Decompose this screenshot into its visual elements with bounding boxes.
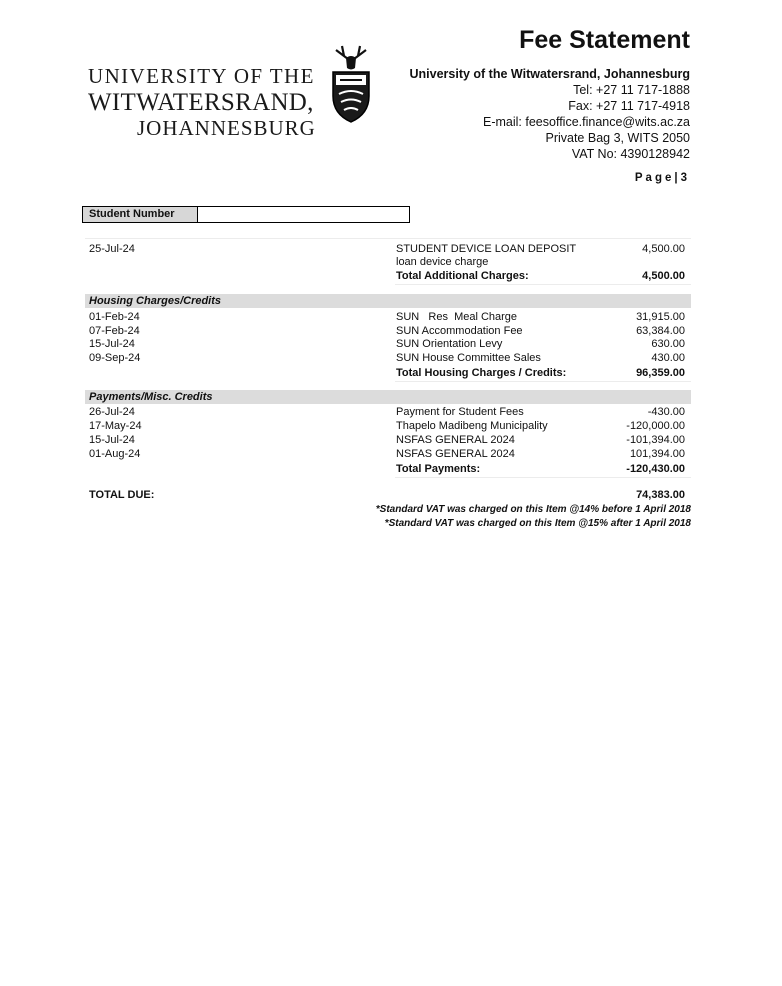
organisation-contact-block: [410, 66, 691, 162]
total-row: [85, 366, 691, 380]
row-date: 17-May-24: [89, 420, 142, 432]
total-label: Total Payments:: [396, 463, 481, 475]
university-crest-icon: [328, 44, 374, 124]
student-number-label: Student Number: [83, 207, 198, 222]
total-row: [85, 269, 691, 283]
row-amount: -430.00: [647, 406, 685, 418]
row-description: NSFAS GENERAL 2024: [396, 434, 515, 446]
row-amount: 63,384.00: [636, 325, 685, 337]
statement-row: [85, 405, 691, 419]
total-amount: 96,359.00: [636, 367, 685, 379]
row-description: SUN Orientation Levy: [396, 338, 503, 350]
statement-row: [85, 447, 691, 461]
statement-row: [85, 419, 691, 433]
row-amount: 630.00: [651, 338, 685, 350]
row-description: Payment for Student Fees: [396, 406, 524, 418]
document-title: Fee Statement: [519, 26, 690, 54]
postal-address: Private Bag 3, WITS 2050: [545, 131, 690, 145]
row-subdescription: loan device charge: [396, 256, 489, 268]
row-date: 15-Jul-24: [89, 338, 135, 350]
statement-row: [85, 310, 691, 324]
total-amount: -120,430.00: [626, 463, 685, 475]
total-amount: 4,500.00: [642, 270, 685, 282]
logo-line-2: WITWATERSRAND,: [88, 89, 314, 116]
row-amount: 31,915.00: [636, 311, 685, 323]
logo-line-3: JOHANNESBURG: [137, 116, 316, 140]
row-description: NSFAS GENERAL 2024: [396, 448, 515, 460]
section-payments-header: Payments/Misc. Credits: [85, 390, 691, 404]
row-description: SUN Accommodation Fee: [396, 325, 523, 337]
row-amount: -101,394.00: [626, 434, 685, 446]
total-due-amount: 74,383.00: [636, 489, 685, 501]
row-date: 07-Feb-24: [89, 325, 140, 337]
row-date: 15-Jul-24: [89, 434, 135, 446]
row-date: 01-Feb-24: [89, 311, 140, 323]
organisation-name: University of the Witwatersrand, Johannesburg: [409, 67, 690, 81]
total-label: Total Additional Charges:: [396, 270, 529, 282]
row-description: SUN Res Meal Charge: [396, 311, 518, 323]
row-amount: -120,000.00: [626, 420, 685, 432]
statement-row: [85, 433, 691, 447]
row-amount: 430.00: [651, 352, 685, 364]
row-date: 25-Jul-24: [89, 243, 135, 255]
row-date: 01-Aug-24: [89, 448, 141, 460]
student-number-value: [198, 207, 409, 222]
fax: Fax: +27 11 717-4918: [568, 99, 690, 113]
row-description: SUN House Committee Sales: [396, 352, 541, 364]
total-due-row: [85, 488, 691, 502]
vat-number: VAT No: 4390128942: [571, 147, 690, 161]
row-description: STUDENT DEVICE LOAN DEPOSIT: [396, 243, 577, 255]
row-amount: 101,394.00: [629, 448, 685, 460]
vat-note: *Standard VAT was charged on this Item @14% before 1 April 2018: [375, 504, 691, 515]
row-amount: 4,500.00: [642, 243, 685, 255]
page-number: Page|3: [634, 172, 690, 184]
statement-row: [85, 324, 691, 338]
statement-row: [85, 337, 691, 351]
statement-row: [85, 351, 691, 365]
statement-row: [85, 242, 691, 256]
row-description: Thapelo Madibeng Municipality: [396, 420, 548, 432]
student-number-box: [82, 206, 410, 223]
vat-note: *Standard VAT was charged on this Item @15% after 1 April 2018: [384, 518, 691, 529]
statement-row-subtext: [85, 255, 691, 269]
telephone: Tel: +27 11 717-1888: [573, 83, 690, 97]
university-logo: [88, 66, 316, 139]
logo-line-1: UNIVERSITY OF THE: [88, 64, 315, 88]
row-date: 09-Sep-24: [89, 352, 141, 364]
total-due-label: TOTAL DUE:: [89, 489, 155, 501]
total-row: [85, 462, 691, 476]
section-housing-header: Housing Charges/Credits: [85, 294, 691, 308]
email: E-mail: feesoffice.finance@wits.ac.za: [483, 115, 690, 129]
total-label: Total Housing Charges / Credits:: [396, 367, 567, 379]
row-date: 26-Jul-24: [89, 406, 135, 418]
